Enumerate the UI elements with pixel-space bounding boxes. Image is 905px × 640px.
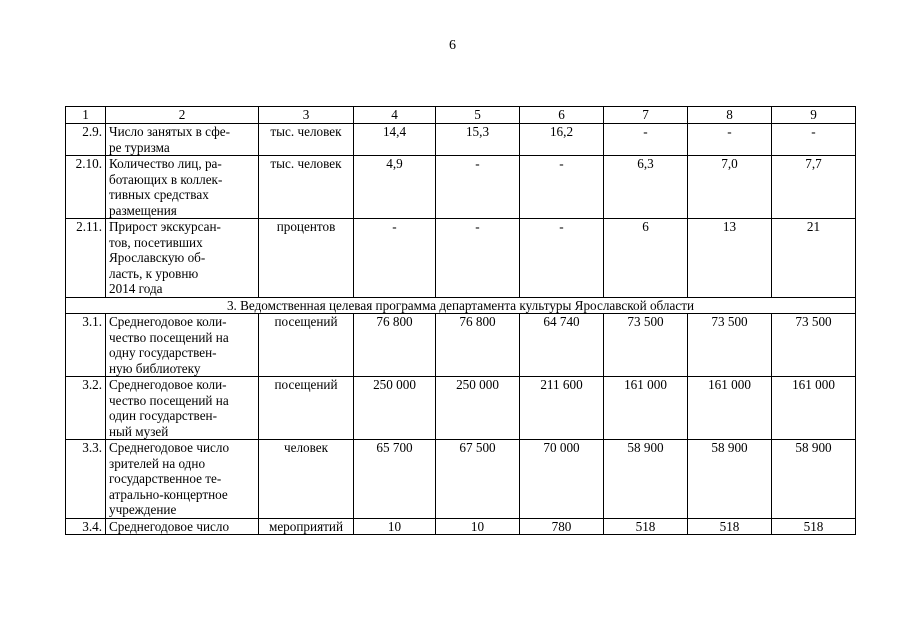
value-cell: 73 500: [688, 314, 772, 377]
unit-of-measure: тыс. человек: [259, 156, 354, 219]
column-header: 6: [520, 107, 604, 124]
indicator-name: Число занятых в сфе- ре туризма: [106, 124, 259, 156]
value-cell: 250 000: [436, 377, 520, 440]
value-cell: 14,4: [354, 124, 436, 156]
value-cell: -: [688, 124, 772, 156]
value-cell: 67 500: [436, 440, 520, 519]
column-header: 8: [688, 107, 772, 124]
value-cell: 161 000: [772, 377, 856, 440]
value-cell: 13: [688, 219, 772, 298]
column-number-row: [66, 107, 856, 124]
value-cell: 6,3: [604, 156, 688, 219]
column-header: 7: [604, 107, 688, 124]
value-cell: 518: [772, 518, 856, 535]
value-cell: 76 800: [436, 314, 520, 377]
value-cell: 70 000: [520, 440, 604, 519]
value-cell: 21: [772, 219, 856, 298]
value-cell: 15,3: [436, 124, 520, 156]
value-cell: 58 900: [604, 440, 688, 519]
value-cell: 518: [604, 518, 688, 535]
value-cell: 76 800: [354, 314, 436, 377]
row-number: 3.4.: [66, 518, 106, 535]
unit-of-measure: мероприятий: [259, 518, 354, 535]
value-cell: 7,0: [688, 156, 772, 219]
table-row: [66, 518, 856, 535]
row-number: 3.2.: [66, 377, 106, 440]
unit-of-measure: человек: [259, 440, 354, 519]
value-cell: 65 700: [354, 440, 436, 519]
column-header: 9: [772, 107, 856, 124]
value-cell: 780: [520, 518, 604, 535]
value-cell: -: [354, 219, 436, 298]
row-number: 3.1.: [66, 314, 106, 377]
column-header: 3: [259, 107, 354, 124]
indicator-name: Прирост экскурсан- тов, посетивших Ярославскую об- ласть, к уровню 2014 года: [106, 219, 259, 298]
column-header: 2: [106, 107, 259, 124]
indicator-name: Среднегодовое коли- чество посещений на один государствен- ный музей: [106, 377, 259, 440]
column-header: 4: [354, 107, 436, 124]
value-cell: 7,7: [772, 156, 856, 219]
value-cell: 250 000: [354, 377, 436, 440]
table-row: [66, 219, 856, 298]
value-cell: 211 600: [520, 377, 604, 440]
table-row: [66, 156, 856, 219]
row-number: 3.3.: [66, 440, 106, 519]
unit-of-measure: посещений: [259, 377, 354, 440]
value-cell: 10: [436, 518, 520, 535]
row-number: 2.9.: [66, 124, 106, 156]
unit-of-measure: процентов: [259, 219, 354, 298]
row-number: 2.11.: [66, 219, 106, 298]
section-title: 3. Ведомственная целевая программа департамента культуры Ярославской области: [66, 297, 856, 314]
indicator-name: Среднегодовое число зрителей на одно государственное те- атрально-концертное учреждение: [106, 440, 259, 519]
value-cell: 16,2: [520, 124, 604, 156]
indicator-name: Среднегодовое коли- чество посещений на одну государствен- ную библиотеку: [106, 314, 259, 377]
value-cell: 58 900: [772, 440, 856, 519]
value-cell: 64 740: [520, 314, 604, 377]
table-row: [66, 377, 856, 440]
row-number: 2.10.: [66, 156, 106, 219]
table-row: [66, 314, 856, 377]
value-cell: 58 900: [688, 440, 772, 519]
indicators-table: [65, 106, 856, 535]
unit-of-measure: посещений: [259, 314, 354, 377]
value-cell: 518: [688, 518, 772, 535]
value-cell: -: [520, 156, 604, 219]
column-header: 5: [436, 107, 520, 124]
indicator-name: Количество лиц, ра- ботающих в коллек- тивных средствах размещения: [106, 156, 259, 219]
table-row: [66, 440, 856, 519]
indicator-name: Среднегодовое число: [106, 518, 259, 535]
section-row: [66, 297, 856, 314]
value-cell: -: [604, 124, 688, 156]
value-cell: -: [436, 219, 520, 298]
value-cell: 73 500: [772, 314, 856, 377]
value-cell: -: [772, 124, 856, 156]
table-row: [66, 124, 856, 156]
value-cell: 6: [604, 219, 688, 298]
page-number: 6: [449, 38, 456, 53]
value-cell: -: [520, 219, 604, 298]
value-cell: 161 000: [604, 377, 688, 440]
value-cell: -: [436, 156, 520, 219]
value-cell: 73 500: [604, 314, 688, 377]
value-cell: 4,9: [354, 156, 436, 219]
value-cell: 161 000: [688, 377, 772, 440]
column-header: 1: [66, 107, 106, 124]
value-cell: 10: [354, 518, 436, 535]
unit-of-measure: тыс. человек: [259, 124, 354, 156]
